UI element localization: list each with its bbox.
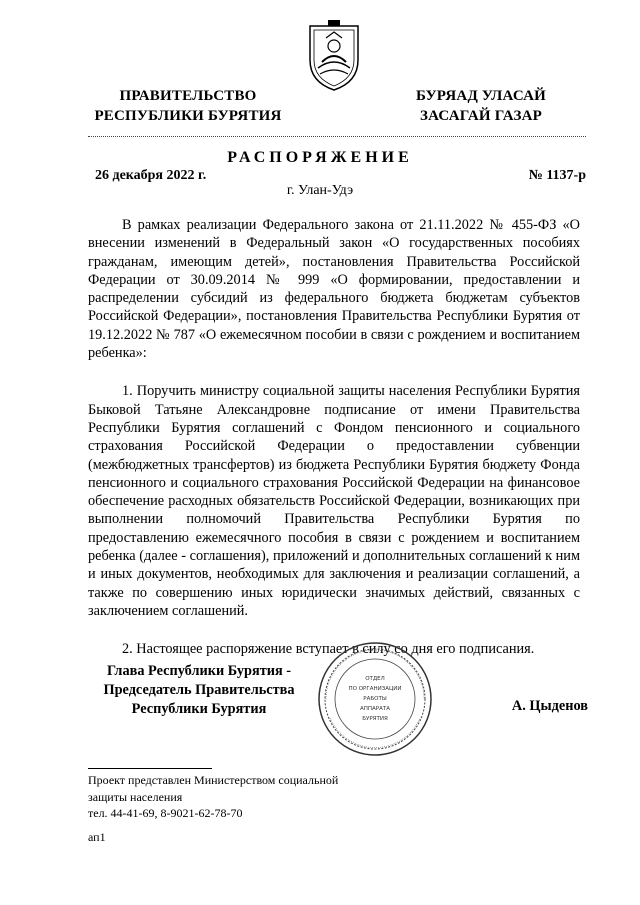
signatory-title (88, 662, 310, 719)
coat-of-arms-icon (304, 16, 364, 92)
footer-line3: тел. 44-41-69, 8-9021-62-78-70 (88, 806, 243, 820)
point-2-paragraph: 2. Настоящее распоряжение вступает в силу со дня его подписания. (122, 641, 535, 658)
footer-note (88, 772, 408, 822)
footer-line1: Проект представлен Министерством социальной (88, 773, 339, 787)
signatory-title-line3: Республики Бурятия (131, 701, 267, 717)
seal-text-2: ПО ОРГАНИЗАЦИИ (348, 686, 402, 692)
document-title: РАСПОРЯЖЕНИЕ (227, 149, 413, 166)
signatory-title-line1: Глава Республики Бурятия - (106, 663, 292, 679)
official-seal-icon (316, 640, 434, 758)
intro-paragraph: В рамках реализации Федерального закона от 21.11.2022 № 455-ФЗ «О внесении изменений в Федеральный закон «О государственных пособиях гражданам, имеющим детей», постановления Правительства Российской Федерации от 30.09.2014 № 999 «О формировании, предоставлении и распределении субсидий из федерального бюджета бюджетам субъектов Российской Федерации», постановления Правительства Республики Бурятия от 19.12.2022 № 787 «О ежемесячном пособии в связи с рождением и воспитанием ребенка»: (88, 217, 580, 362)
document-body (88, 216, 580, 659)
header-left-line1: ПРАВИТЕЛЬСТВО (119, 88, 257, 104)
document-code: ап1 (88, 830, 106, 844)
point-1-paragraph: 1. Поручить министру социальной защиты населения Республики Бурятия Быковой Татьяне Александровне подписание от имени Правительства Республики Бурятия соглашений с Фондом пенсионного и социального страхования Российской Федерации о предоставлении субвенции (межбюджетных трансфертов) из бюджета Республики Бурятия бюджету Фонда пенсионного и социального страхования Российской Федерации на финансовое обеспечение расходных обязательств Российской Федерации, возникающих при выполнении полномочий Правительства Республики Бурятия по предоставлению ежемесячного пособия в связи с рождением и воспитанием ребенка (далее - соглашения), приложений и дополнительных соглашений к ним и иных документов, необходимых для заключения и реализации соглашений, а также по совершению иных юридически значимых действий, связанных с заключением соглашений. (88, 383, 580, 619)
government-name-russian (88, 86, 288, 126)
header-right-line2: ЗАСАГАЙ ГАЗАР (420, 108, 542, 124)
document-date: 26 декабря 2022 г. (95, 168, 207, 183)
signatory-title-line2: Председатель Правительства (103, 682, 295, 698)
document-number: № 1137-р (528, 168, 586, 183)
government-name-buryat (376, 86, 586, 126)
footer-divider (88, 768, 212, 769)
header-left-line2: РЕСПУБЛИКИ БУРЯТИЯ (94, 108, 282, 124)
seal-text-1: ОТДЕЛ (365, 676, 385, 682)
document-city: г. Улан-Удэ (286, 183, 354, 198)
footer-line2: защиты населения (88, 789, 183, 804)
signatory-name: А. Цыденов (511, 698, 588, 714)
header-divider (88, 136, 586, 137)
seal-text-3: РАБОТЫ (363, 696, 387, 702)
header-right-line1: БУРЯАД УЛАСАЙ (415, 88, 547, 104)
seal-text-4: АППАРАТА (360, 706, 390, 712)
seal-text-5: БУРЯТИЯ (362, 716, 388, 722)
